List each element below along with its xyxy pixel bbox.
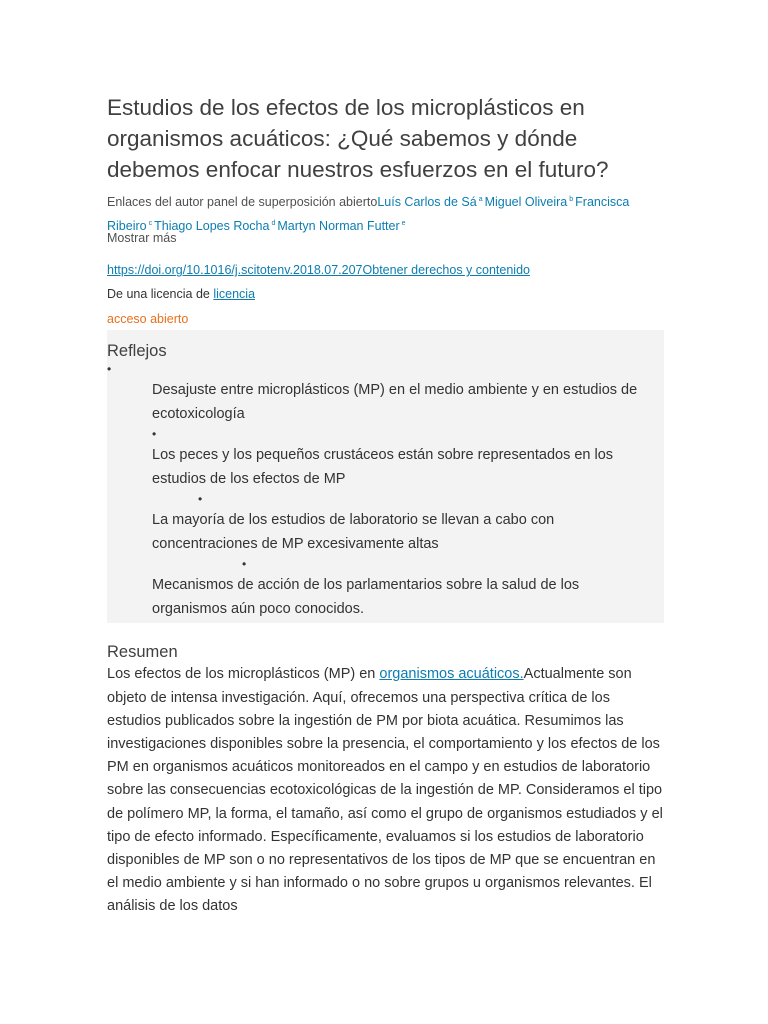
author-link-3[interactable]: Francisca Ribeiro xyxy=(107,195,630,234)
author-mark-5[interactable]: e xyxy=(401,220,406,228)
bullet-marker: • xyxy=(242,557,247,572)
show-more-button[interactable]: Mostrar más xyxy=(107,231,177,246)
author-mark-3[interactable]: c xyxy=(148,220,153,228)
highlight-item-3: La mayoría de los estudios de laboratorio se llevan a cabo con concentraciones de MP excesivamente altas xyxy=(152,512,555,552)
aquatic-organisms-link[interactable]: organismos acuáticos. xyxy=(379,666,524,683)
rights-link[interactable]: Obtener derechos y contenido xyxy=(362,263,530,278)
highlights-section xyxy=(107,330,664,623)
abstract-text xyxy=(107,663,663,918)
doi-line xyxy=(107,260,667,280)
bullet-marker: • xyxy=(198,492,203,507)
author-link-5[interactable]: Martyn Norman Futter xyxy=(277,219,400,234)
article-page xyxy=(107,92,667,919)
bullet-marker: • xyxy=(152,427,157,442)
bullet-marker: • xyxy=(107,362,112,377)
highlight-item-2: Los peces y los pequeños crustáceos están sobre representados en los estudios de los efectos de MP xyxy=(152,447,614,487)
doi-link[interactable]: https://doi.org/10.1016/j.scitotenv.2018.07.207 xyxy=(107,263,363,278)
highlight-item-4: Mecanismos de acción de los parlamentarios sobre la salud de los organismos aún poco conocidos. xyxy=(152,577,580,617)
license-line xyxy=(107,284,667,304)
author-link-4[interactable]: Thiago Lopes Rocha xyxy=(154,219,270,234)
abstract-text-rest: Actualmente son objeto de intensa investigación. Aquí, ofrecemos una perspectiva crítica de los estudios publicados sobre la ingestión de PM por biota acuática. Resumimos las investigaciones disponibles sobre la presencia, el comportamiento y los efectos de los PM en organismos acuáticos monitoreados en el campo y en estudios de laboratorio sobre las consecuencias ecotoxicológicas de la ingestión de MP. Consideramos el tipo de polímero MP, la forma, el tamaño, así como el grupo de organismos estudiados y el tipo de efecto informado. Específicamente, evaluamos si los estudios de laboratorio disponibles de MP son o no representativos de los tipos de MP que se encuentran en el medio ambiente y si han informado o no sobre grupos u organismos relevantes. El análisis de los datos xyxy=(107,666,663,915)
open-access-badge: acceso abierto xyxy=(107,312,189,327)
highlight-item-1: Desajuste entre microplásticos (MP) en el medio ambiente y en estudios de ecotoxicología xyxy=(152,382,638,422)
highlights-heading: Reflejos xyxy=(107,342,167,361)
abstract-section xyxy=(107,641,667,918)
abstract-text-start: Los efectos de los microplásticos (MP) en xyxy=(107,666,380,683)
article-title: Estudios de los efectos de los microplásticos en organismos acuáticos: ¿Qué sabemos y dónde debemos enfocar nuestros esfuerzos en el futuro? xyxy=(107,95,609,182)
author-mark-2[interactable]: b xyxy=(569,196,574,203)
abstract-heading: Resumen xyxy=(107,643,178,662)
author-link-2[interactable]: Miguel Oliveira xyxy=(484,195,568,210)
author-list xyxy=(107,189,667,245)
author-panel-label: Enlaces del autor panel de superposición abierto xyxy=(107,195,378,210)
author-mark-4[interactable]: d xyxy=(271,220,276,228)
license-link[interactable]: licencia xyxy=(213,287,256,302)
author-mark-1[interactable]: a xyxy=(478,196,483,203)
author-link-1[interactable]: Luís Carlos de Sá xyxy=(377,195,477,210)
license-prefix: De una licencia de xyxy=(107,287,214,302)
